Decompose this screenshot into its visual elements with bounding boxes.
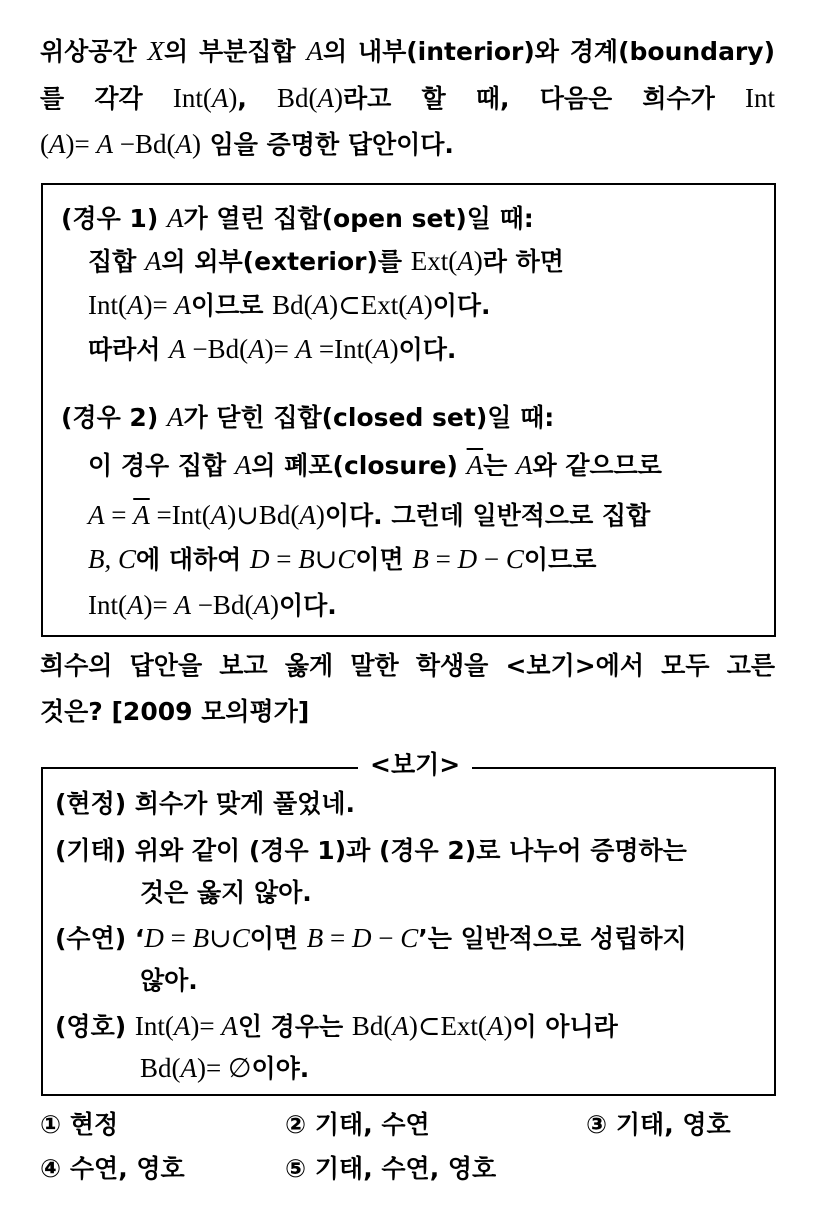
choice-3[interactable]: ③ 기태, 영호 [586, 1110, 731, 1139]
statement-suyeon-cont: 않아. [140, 966, 198, 995]
statement-gitae: (기태) 위와 같이 (경우 1)과 (경우 2)로 나누어 증명하는 [55, 836, 687, 865]
case2-line-2: $A = \overline{A}$ =Int(A)∪Bd(A)이다. 그런데 일반적으로 집합 [88, 500, 651, 530]
statement-youngho: (영호) Int(A)= A인 경우는 Bd(A)⊂Ext(A)이 아니라 [55, 1011, 618, 1041]
question-line-3: (A)= A −Bd(A) 임을 증명한 답안이다. [40, 129, 454, 159]
case2-heading: (경우 2) A가 닫힌 집합(closed set)일 때: [61, 402, 555, 432]
prompt-line-1: 희수의 답안을 보고 옳게 말한 학생을 <보기>에서 모두 고른 [40, 651, 775, 680]
case1-line-3: 따라서 A −Bd(A)= A =Int(A)이다. [88, 334, 457, 364]
choice-2[interactable]: ② 기태, 수연 [285, 1110, 430, 1139]
choice-5[interactable]: ⑤ 기태, 수연, 영호 [285, 1154, 497, 1183]
prompt-line-2: 것은? [2009 모의평가] [40, 697, 310, 726]
case2-line-3: B, C에 대하여 D = B∪C이면 B = D − C이므로 [88, 544, 597, 574]
case1-heading: (경우 1) A가 열린 집합(open set)일 때: [61, 203, 534, 233]
question-line-2: 를 각각 Int(A), Bd(A)라고 할 때, 다음은 희수가 Int [40, 83, 775, 113]
statement-suyeon: (수연) ‘D = B∪C이면 B = D − C’는 일반적으로 성립하지 [55, 923, 687, 953]
choice-1[interactable]: ① 현정 [40, 1110, 119, 1139]
case2-line-4: Int(A)= A −Bd(A)이다. [88, 590, 337, 620]
statement-hyunjung: (현정) 희수가 맞게 풀었네. [55, 789, 355, 818]
case1-line-2: Int(A)= A이므로 Bd(A)⊂Ext(A)이다. [88, 290, 491, 320]
case2-line-1: 이 경우 집합 A의 폐포(closure) $\overline{A}$는 A와 같으므로 [88, 450, 662, 480]
bogi-title: <보기> [358, 752, 472, 777]
case1-line-1: 집합 A의 외부(exterior)를 Ext(A)라 하면 [88, 246, 564, 276]
question-line-1: 위상공간 X의 부분집합 A의 내부(interior)와 경계(boundary) [40, 36, 775, 66]
statement-youngho-cont: Bd(A)= ∅이야. [140, 1053, 310, 1083]
choice-4[interactable]: ④ 수연, 영호 [40, 1154, 185, 1183]
statement-gitae-cont: 것은 옳지 않아. [140, 878, 312, 907]
